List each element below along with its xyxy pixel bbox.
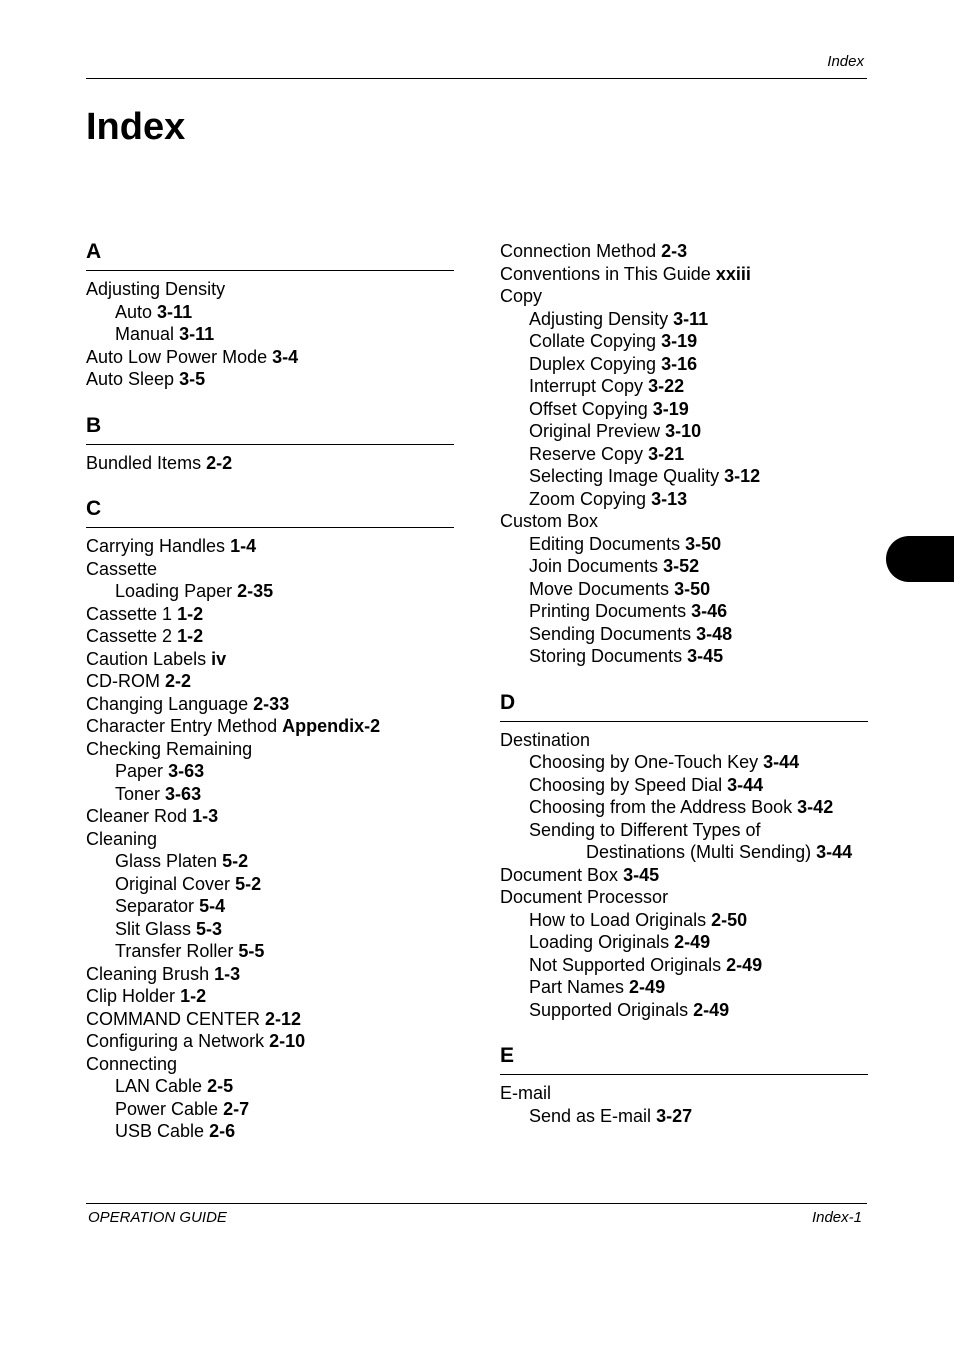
index-subentry [86, 873, 454, 896]
entry-page: iv [211, 648, 227, 669]
entry-page: xxiii [715, 263, 751, 284]
index-subentry [500, 954, 868, 977]
entry-page: 3-63 [165, 783, 202, 804]
entry-page: 3-16 [661, 353, 698, 374]
entry-page: 2-49 [629, 977, 666, 997]
entry-text: Duplex Copying [529, 353, 657, 374]
index-subentry [86, 1120, 454, 1143]
entry-text: Join Documents [529, 556, 659, 576]
page-title: Index [86, 106, 186, 148]
entry-text: Caution Labels [86, 648, 207, 669]
entry-page: 3-10 [665, 421, 702, 441]
entry-page: 5-4 [199, 896, 226, 916]
index-subentry-continuation [500, 841, 868, 864]
entry-page: 2-3 [661, 241, 688, 261]
index-entry [86, 670, 454, 693]
index-entry [86, 1030, 454, 1053]
entry-text: Interrupt Copy [529, 376, 644, 396]
entry-text: E-mail [500, 1083, 552, 1103]
index-subentry [500, 931, 868, 954]
entry-page: 3-11 [673, 308, 709, 329]
index-column-right [500, 240, 868, 1127]
index-entry [86, 535, 454, 558]
index-entry [86, 278, 454, 301]
entry-text: Cassette 2 [86, 626, 173, 646]
footer-guide-title: OPERATION GUIDE [88, 1209, 227, 1226]
index-entry [86, 963, 454, 986]
entry-text: Custom Box [500, 511, 599, 531]
entry-text: How to Load Originals [529, 909, 707, 930]
index-entry [500, 729, 868, 752]
entry-text: Connection Method [500, 241, 657, 261]
entry-text: Selecting Image Quality [529, 466, 720, 486]
index-subentry [500, 645, 868, 668]
index-entry [86, 558, 454, 581]
index-subentry [86, 760, 454, 783]
footer-page-number: Index-1 [811, 1209, 862, 1226]
entry-page: 2-2 [206, 452, 233, 473]
index-section-e [500, 1044, 868, 1127]
entry-text: Original Preview [529, 421, 661, 441]
index-entry [86, 828, 454, 851]
entry-page: 3-19 [652, 398, 689, 419]
index-subentry [86, 580, 454, 603]
index-subentry [86, 850, 454, 873]
index-subentry [86, 895, 454, 918]
index-section-b [86, 414, 454, 475]
entry-text: Sending Documents [529, 623, 692, 644]
entry-text: Transfer Roller [115, 941, 234, 961]
entry-text: LAN Cable [115, 1076, 203, 1096]
entry-text: Paper [115, 761, 164, 781]
index-entry [86, 738, 454, 761]
index-subentry [500, 308, 868, 331]
entry-page: 1-3 [214, 963, 241, 984]
section-letter: C [86, 497, 454, 528]
entry-text: Power Cable [115, 1098, 219, 1119]
index-subentry [500, 465, 868, 488]
section-letter: D [500, 691, 868, 722]
index-subentry [500, 353, 868, 376]
entry-text: Auto Sleep [86, 369, 175, 389]
index-entry [86, 715, 454, 738]
section-spacer [86, 474, 454, 497]
index-subentry [500, 751, 868, 774]
index-subentry [500, 533, 868, 556]
entry-text: Part Names [529, 977, 625, 997]
index-subentry [500, 976, 868, 999]
section-spacer [500, 668, 868, 691]
section-letter: A [86, 240, 454, 271]
entry-page: 3-11 [179, 324, 215, 344]
entry-page: 5-5 [238, 941, 265, 961]
entry-page: 2-35 [237, 581, 274, 601]
entry-text: Configuring a Network [86, 1031, 265, 1051]
entry-page: 3-48 [696, 623, 733, 644]
section-letter: B [86, 414, 454, 445]
entry-page: 2-5 [207, 1076, 234, 1096]
entry-page: 3-44 [816, 842, 853, 862]
index-subentry [500, 555, 868, 578]
index-entry [86, 1008, 454, 1031]
entry-page: 3-19 [661, 331, 698, 351]
entry-page: 2-50 [711, 909, 748, 930]
entry-page: 3-44 [763, 752, 800, 772]
entry-page: 2-49 [693, 999, 730, 1020]
entry-text: Cleaning [86, 828, 158, 849]
index-subentry [500, 420, 868, 443]
index-subentry [500, 999, 868, 1022]
index-subentry [86, 301, 454, 324]
footer-rule [86, 1203, 867, 1204]
entry-text: Manual [115, 324, 175, 344]
entry-page: 3-4 [272, 346, 299, 367]
entry-page: 2-2 [165, 671, 192, 691]
index-subentry [500, 443, 868, 466]
index-entry [500, 510, 868, 533]
index-entry [86, 452, 454, 475]
index-entry [500, 285, 868, 308]
chapter-thumb-tab [886, 536, 954, 582]
index-subentry [500, 375, 868, 398]
entry-text: Carrying Handles [86, 536, 226, 556]
entry-page: 3-63 [168, 761, 205, 781]
entry-text: Reserve Copy [529, 443, 644, 464]
entry-text: Not Supported Originals [529, 954, 722, 975]
entry-text: CD-ROM [86, 671, 160, 691]
entry-text: Offset Copying [529, 398, 648, 419]
entry-text: Separator [115, 896, 195, 916]
entry-text: Loading Originals [529, 932, 670, 952]
entry-page: 5-2 [235, 873, 262, 894]
index-subentry [500, 578, 868, 601]
entry-text: Connecting [86, 1053, 178, 1074]
entry-text: Document Processor [500, 887, 669, 907]
entry-text: Checking Remaining [86, 738, 253, 759]
entry-page: 3-5 [179, 369, 206, 389]
entry-text: Bundled Items [86, 452, 202, 473]
entry-page: 2-12 [265, 1008, 302, 1029]
entry-text: Adjusting Density [86, 279, 226, 299]
entry-page: 3-22 [648, 376, 685, 396]
index-section-d [500, 691, 868, 1022]
index-subentry [86, 940, 454, 963]
entry-text: Conventions in This Guide [500, 263, 711, 284]
index-subentry [86, 918, 454, 941]
index-subentry [500, 398, 868, 421]
entry-text: Cleaner Rod [86, 806, 188, 826]
section-letter: E [500, 1044, 868, 1075]
entry-page: 2-33 [253, 693, 290, 714]
entry-page: 1-4 [230, 536, 257, 556]
entry-text: Choosing by Speed Dial [529, 774, 723, 795]
index-entry [500, 263, 868, 286]
index-subentry [86, 783, 454, 806]
entry-text: Zoom Copying [529, 488, 647, 509]
entry-text: Send as E-mail [529, 1105, 652, 1126]
index-subentry [500, 623, 868, 646]
index-subentry [500, 796, 868, 819]
entry-text: Choosing by One-Touch Key [529, 752, 759, 772]
index-subentry [500, 330, 868, 353]
entry-text: Toner [115, 783, 161, 804]
entry-text: Loading Paper [115, 581, 233, 601]
entry-page: 5-2 [222, 851, 249, 871]
entry-text: Original Cover [115, 873, 231, 894]
index-subentry [86, 1098, 454, 1121]
section-spacer [500, 1021, 868, 1044]
entry-page: 2-49 [726, 954, 763, 975]
entry-page: 3-11 [157, 301, 193, 322]
index-subentry [500, 488, 868, 511]
entry-text: Copy [500, 286, 543, 306]
entry-page: Appendix-2 [282, 716, 381, 736]
entry-page: 2-49 [674, 932, 711, 952]
entry-page: 2-7 [223, 1098, 250, 1119]
section-spacer [86, 391, 454, 414]
index-entry [86, 693, 454, 716]
entry-page: 3-27 [656, 1105, 693, 1126]
entry-page: 1-2 [177, 603, 204, 624]
entry-page: 3-50 [674, 578, 711, 599]
entry-page: 3-45 [623, 864, 660, 885]
entry-text: Destination [500, 729, 591, 750]
index-entry [500, 886, 868, 909]
entry-page: 3-12 [724, 466, 761, 486]
index-entry [86, 346, 454, 369]
index-subentry [500, 1105, 868, 1128]
entry-text: Document Box [500, 864, 619, 885]
entry-text: Destinations (Multi Sending) [586, 842, 812, 862]
entry-text: Changing Language [86, 693, 249, 714]
index-column-left [86, 240, 454, 1143]
header-rule [86, 78, 867, 79]
entry-page: 3-46 [691, 601, 728, 621]
index-entry [500, 240, 868, 263]
entry-text: Supported Originals [529, 999, 689, 1020]
index-subentry [500, 600, 868, 623]
entry-text: Cassette 1 [86, 603, 173, 624]
entry-page: 1-3 [192, 806, 219, 826]
entry-text: Slit Glass [115, 918, 192, 939]
entry-page: 2-10 [269, 1031, 306, 1051]
index-entry [500, 864, 868, 887]
index-entry [500, 1082, 868, 1105]
index-subentry [500, 909, 868, 932]
index-entry [86, 603, 454, 626]
entry-text: USB Cable [115, 1121, 205, 1141]
index-subentry [500, 819, 868, 842]
index-subentry [500, 774, 868, 797]
entry-page: 1-2 [177, 626, 204, 646]
entry-text: Sending to Different Types of [529, 819, 761, 840]
entry-text: Cleaning Brush [86, 963, 210, 984]
entry-page: 3-52 [663, 556, 700, 576]
entry-text: Character Entry Method [86, 716, 278, 736]
index-entry [86, 368, 454, 391]
index-entry [86, 1053, 454, 1076]
entry-page: 3-45 [687, 646, 724, 666]
entry-text: Glass Platen [115, 851, 218, 871]
entry-text: Choosing from the Address Book [529, 797, 793, 817]
entry-page: 3-44 [727, 774, 764, 795]
entry-page: 5-3 [196, 918, 223, 939]
entry-page: 3-21 [648, 443, 685, 464]
entry-page: 3-13 [651, 488, 688, 509]
index-section-c [86, 497, 454, 1143]
entry-text: Collate Copying [529, 331, 657, 351]
index-entry [86, 985, 454, 1008]
entry-page: 3-42 [797, 797, 834, 817]
entry-text: Auto [115, 301, 153, 322]
index-entry [86, 805, 454, 828]
entry-page: 2-6 [209, 1121, 236, 1141]
entry-page: 3-50 [685, 533, 722, 554]
index-subentry [86, 1075, 454, 1098]
running-header: Index [827, 53, 864, 70]
entry-text: Editing Documents [529, 533, 681, 554]
entry-text: Printing Documents [529, 601, 687, 621]
entry-text: Cassette [86, 558, 158, 579]
entry-text: COMMAND CENTER [86, 1008, 260, 1029]
entry-text: Clip Holder [86, 986, 176, 1006]
entry-text: Storing Documents [529, 646, 683, 666]
index-subentry [86, 323, 454, 346]
index-entry [86, 625, 454, 648]
index-section-c-continued [500, 240, 868, 668]
entry-text: Move Documents [529, 578, 670, 599]
index-section-a [86, 240, 454, 391]
index-entry [86, 648, 454, 671]
entry-page: 1-2 [180, 986, 207, 1006]
entry-text: Adjusting Density [529, 308, 669, 329]
entry-text: Auto Low Power Mode [86, 346, 268, 367]
